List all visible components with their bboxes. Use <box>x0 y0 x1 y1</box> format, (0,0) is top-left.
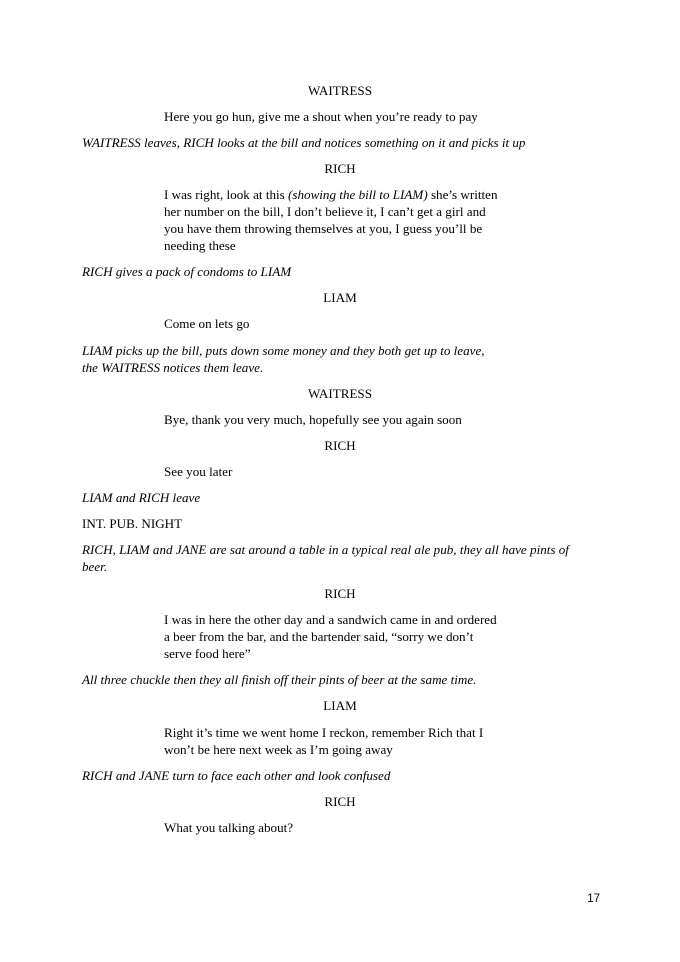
character-name-waitress: WAITRESS <box>307 83 373 98</box>
character-name-rich: RICH <box>324 161 356 176</box>
dialogue-line: Right it’s time we went home I reckon, remember Rich that I <box>164 725 484 740</box>
dialogue-line: won’t be here next week as I’m going away <box>164 742 393 757</box>
dialogue-liam-going-away <box>164 724 483 758</box>
dialogue-text: I was right, look at this <box>164 187 289 202</box>
action-pub-description <box>82 541 569 575</box>
page-number: 17 <box>587 893 600 905</box>
dialogue-rich-joke <box>164 611 497 662</box>
character-name-waitress: WAITRESS <box>307 386 373 401</box>
action-line: the WAITRESS notices them leave. <box>82 360 264 375</box>
character-name-rich: RICH <box>324 438 356 453</box>
action-rich-jane-confused: RICH and JANE turn to face each other and look confused <box>82 768 391 783</box>
dialogue-line: I was in here the other day and a sandwich came in and ordered <box>164 612 497 627</box>
dialogue-text: she’s written <box>427 187 498 202</box>
action-all-chuckle: All three chuckle then they all finish off their pints of beer at the same time. <box>82 672 477 687</box>
dialogue-rich-see-you: See you later <box>164 464 233 479</box>
action-line: beer. <box>82 559 108 574</box>
dialogue-line: needing these <box>164 238 236 253</box>
dialogue-waitress-bye: Bye, thank you very much, hopefully see you again soon <box>164 412 462 427</box>
character-name-rich: RICH <box>324 794 356 809</box>
action-liam-rich-leave: LIAM and RICH leave <box>82 490 201 505</box>
dialogue-line: serve food here” <box>164 646 251 661</box>
action-waitress-leaves: WAITRESS leaves, RICH looks at the bill and notices something on it and picks it up <box>82 135 526 150</box>
dialogue-rich-bill <box>164 186 498 254</box>
dialogue-line: her number on the bill, I don’t believe it, I can’t get a girl and <box>164 204 486 219</box>
action-line: RICH, LIAM and JANE are sat around a table in a typical real ale pub, they all have pints of <box>82 542 569 557</box>
character-name-liam: LIAM <box>323 698 357 713</box>
dialogue-liam-lets-go: Come on lets go <box>164 316 250 331</box>
dialogue-waitress: Here you go hun, give me a shout when you’re ready to pay <box>164 109 478 124</box>
character-name-liam: LIAM <box>323 290 357 305</box>
character-name-rich: RICH <box>324 586 356 601</box>
action-line: LIAM picks up the bill, puts down some money and they both get up to leave, <box>82 343 485 358</box>
parenthetical: (showing the bill to LIAM) <box>288 187 428 202</box>
dialogue-line: a beer from the bar, and the bartender said, “sorry we don’t <box>164 629 474 644</box>
scene-heading: INT. PUB. NIGHT <box>82 516 183 531</box>
action-rich-gives-pack: RICH gives a pack of condoms to LIAM <box>82 264 292 279</box>
action-liam-picks-up-bill <box>82 342 485 376</box>
dialogue-line <box>164 186 498 203</box>
dialogue-line: you have them throwing themselves at you, I guess you’ll be <box>164 221 483 236</box>
dialogue-rich-what: What you talking about? <box>164 820 294 835</box>
